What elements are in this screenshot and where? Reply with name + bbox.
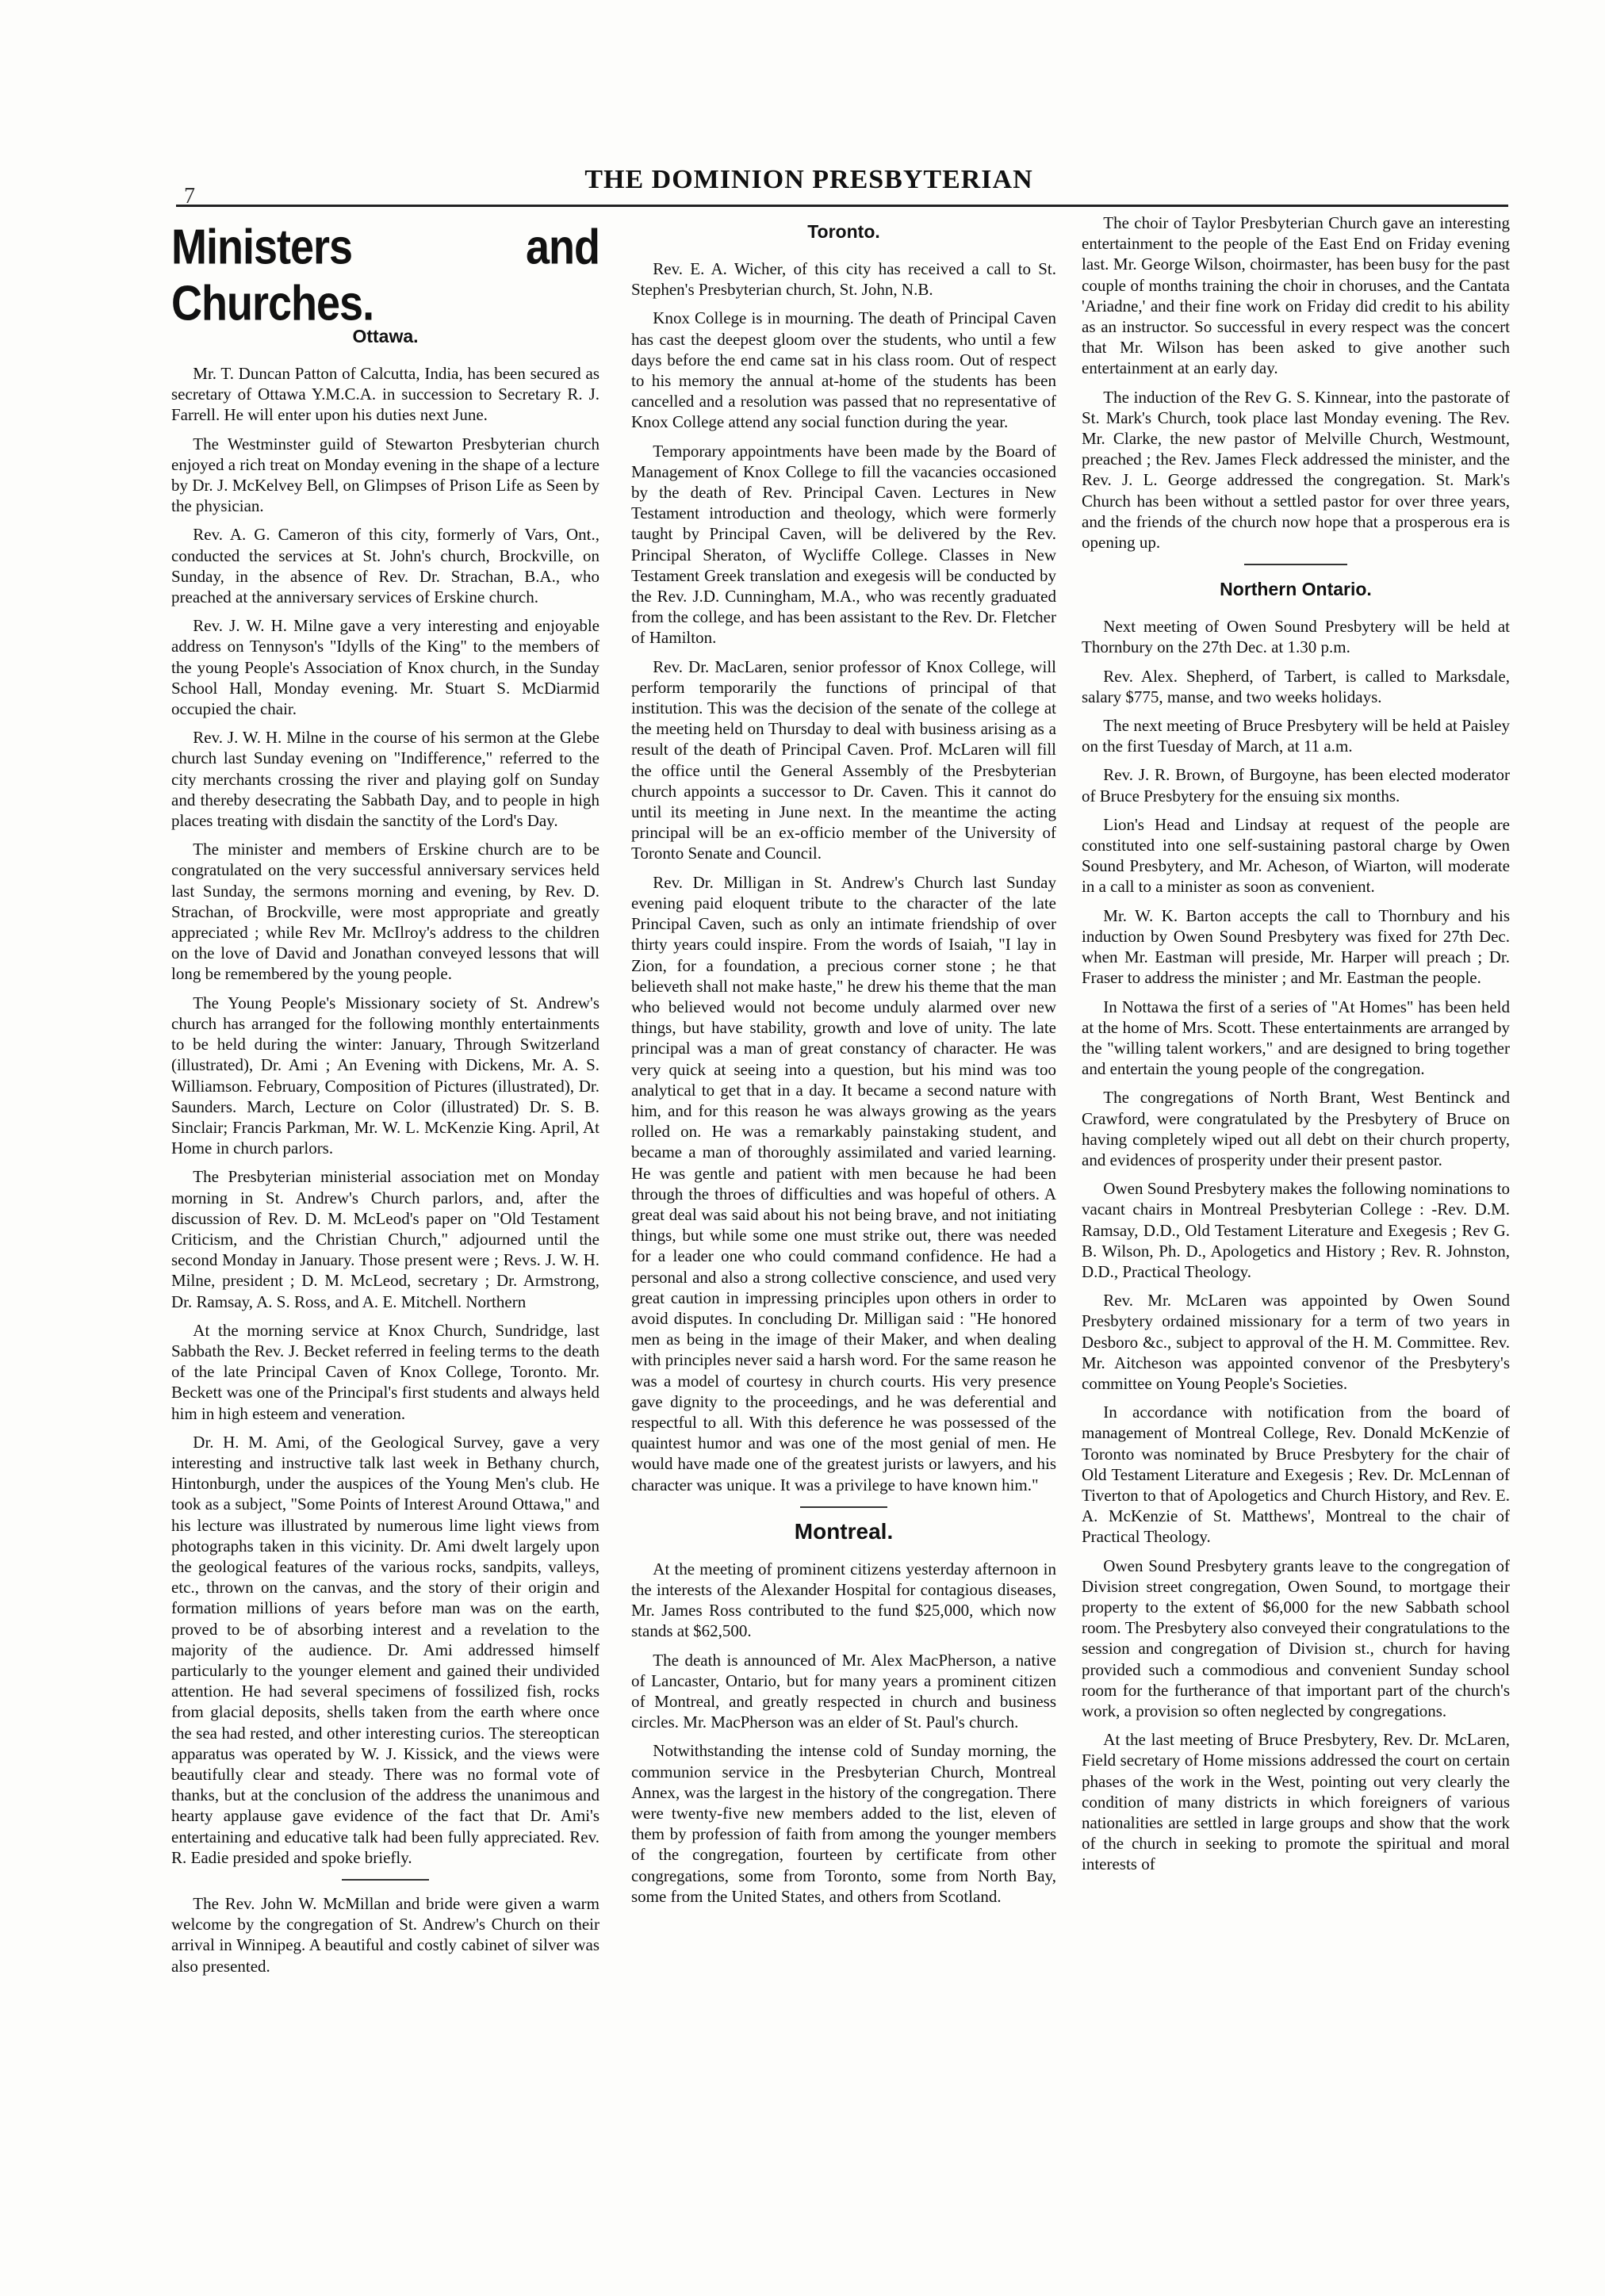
column-1 [171, 212, 599, 1984]
article-paragraph: Next meeting of Owen Sound Presbytery will be held at Thornbury on the 27th Dec. at 1.30 p.m. [1082, 617, 1510, 657]
article-paragraph: At the meeting of prominent citizens yesterday afternoon in the interests of the Alexander Hospital for contagious diseases, Mr. James Ross contributed to the fund $25,000, which now stands at $62,500. [631, 1559, 1056, 1641]
column-3 [1082, 212, 1510, 1883]
column-rule [342, 1879, 429, 1881]
article-paragraph: Rev. E. A. Wicher, of this city has received a call to St. Stephen's Presbyterian church, St. John, N.B. [631, 259, 1056, 300]
article-paragraph: Rev. Dr. Milligan in St. Andrew's Church last Sunday evening paid eloquent tribute to the character of the late Principal Caven, such as only an intimate friendship of over thirty years could inspire. From the words of Isaiah, "I lay in Zion, for a foundation, a precious corner stone ; he that believeth shall not make haste," he drew his theme that the man who believed would not become unduly alarmed over new things, but have stability, growth and love of unity. The late principal was a man of great constancy of character. He was very quick at seeing into a question, but his mind was too analytical to get that in a day. It became a second nature with him, and for this reason he was always growing as the years rolled on. He was a remarkably painstaking student, and became a man of thoroughly assimilated and varied learning. He was gentle and patient with men because he had been through the throes of difficulties and was hopeful of others. A great deal was said about his not being brave, and not initiating things, but while some one must strike out, there was needed for a leader one who could command confidence. He had a personal and also a strong collective conscience, and used very great caution in impressing principles upon others in order to avoid disputes. In concluding Dr. Milligan said : "He honored men as being in the image of their Maker, and when dealing with principles never said a harsh word. For the same reason he was a model of courtesy in church courts. His very presence gave dignity to the proceedings, and he was deferential and respectful to all. With this deference he was possessed of the quaintest humor and was one of the most genial of men. He would have made one of the greatest jurists or lawyers, and his character was unique. It was a privilege to have known him." [631, 872, 1056, 1494]
article-paragraph: In accordance with notification from the board of management of Montreal College, Rev. Donald McKenzie of Toronto was nominated by Bruce Presbytery for the chair of Old Testament Literature and Exegesis ; Rev. Dr. McLennan of Tiverton to that of Apologetics and Church History, and Rev. E. A. McKenzie of St. Matthews', Montreal to the chair of Practical Theology. [1082, 1402, 1510, 1547]
article-paragraph: Rev. J. W. H. Milne in the course of his sermon at the Glebe church last Sunday evening on "Indifference," referred to the city merchants crossing the river and playing golf on Sunday and thereby desecrating the Sabbath Day, and to people in high places treating with disdain the sanctity of the Lord's Day. [171, 728, 599, 831]
section-heading-ottawa: Ottawa. [352, 326, 419, 346]
article-paragraph: Mr. T. Duncan Patton of Calcutta, India, has been secured as secretary of Ottawa Y.M.C.A. in succession to Secretary R. J. Farrell. He will enter upon his duties next June. [171, 364, 599, 425]
section-heading-toronto: Toronto. [807, 221, 880, 242]
article-paragraph: The Rev. John W. McMillan and bride were given a warm welcome by the congregation of St. Andrew's Church on their arrival in Winnipeg. A beautiful and costly cabinet of silver was also presented. [171, 1894, 599, 1976]
article-paragraph: The next meeting of Bruce Presbytery will be held at Paisley on the first Tuesday of March, at 11 a.m. [1082, 716, 1510, 756]
article-paragraph: The induction of the Rev G. S. Kinnear, into the pastorate of St. Mark's Church, took place last Monday evening. The Rev. Mr. Clarke, the new pastor of Melville Church, Westmount, preached ; the Rev. James Fleck addressed the minister, and the Rev. J. L. George addressed the congregation. St. Mark's Church has been without a settled pastor for over three years, and the friends of the church now hope that a prosperous era is opening up. [1082, 387, 1510, 553]
publication-masthead: THE DOMINION PRESBYTERIAN [584, 165, 1033, 194]
article-paragraph: Temporary appointments have been made by the Board of Management of Knox College to fill the vacancies occasioned by the death of Rev. Principal Caven. Lectures in New Testament introduction and theology, which were formerly taught by Principal Caven, will be delivered by the Rev. Principal Sheraton, of Wycliffe College. Classes in New Testament Greek translation and exegesis will be conducted by the Rev. J.D. Cunningham, M.A., who was recently graduated from the college, and has been assistant to the Rev. Dr. Fletcher of Hamilton. [631, 441, 1056, 648]
article-paragraph: Mr. W. K. Barton accepts the call to Thornbury and his induction by Owen Sound Presbytery was fixed for 27th Dec. when Mr. Eastman will preside, Mr. Harper will preach ; Dr. Fraser to address the minister ; and Mr. Eastman the people. [1082, 905, 1510, 988]
section-heading-montreal: Montreal. [794, 1518, 894, 1544]
article-paragraph: The Presbyterian ministerial association met on Monday morning in St. Andrew's Church parlors, and, after the discussion of Rev. D. M. McLeod's paper on "Old Testament Criticism, and the Christian Church," adjourned until the second Monday in January. Those present were ; Revs. J. W. H. Milne, president ; D. M. McLeod, secretary ; Dr. Armstrong, Dr. Ramsay, A. S. Ross, and A. E. Mitchell. Northern [171, 1167, 599, 1311]
article-paragraph: Lion's Head and Lindsay at request of the people are constituted into one self-sustaining pastoral charge by Owen Sound Presbytery, and Mr. Acheson, of Wiarton, will moderate in a call to a minister as soon as convenient. [1082, 814, 1510, 897]
page-title: Ministers and Churches. [171, 220, 599, 331]
article-paragraph: At the morning service at Knox Church, Sundridge, last Sabbath the Rev. J. Becket referred in feeling terms to the death of the late Principal Caven of Knox College, Toronto. Mr. Beckett was one of the Principal's first students and always held him in high esteem and veneration. [171, 1320, 599, 1423]
article-paragraph: Rev. J. R. Brown, of Burgoyne, has been elected moderator of Bruce Presbytery for the ensuing six months. [1082, 765, 1510, 806]
article-paragraph: The congregations of North Brant, West Bentinck and Crawford, were congratulated by the Presbytery of Bruce on having completely wiped out all debt on their church property, and evidences of prosperity under their present pastor. [1082, 1088, 1510, 1169]
header-rule [176, 205, 1508, 207]
article-paragraph: Rev. Dr. MacLaren, senior professor of Knox College, will perform temporarily the functions of principal of that institution. This was the decision of the senate of the college at the meeting held on Thursday to deal with business arising as a result of the death of Principal Caven. Prof. McLaren will fill the office until the General Assembly of the Presbyterian church appoints a successor to Dr. Caven. This it cannot do until its meeting in June next. In the meantime the acting principal will be an ex-officio member of the University of Toronto Senate and Council. [631, 656, 1056, 863]
article-paragraph: Rev. A. G. Cameron of this city, formerly of Vars, Ont., conducted the services at St. John's church, Brockville, on Sunday, in the absence of Rev. Dr. Strachan, B.A., who preached at the anniversary services of Erskine church. [171, 525, 599, 607]
column-2 [631, 212, 1056, 1915]
article-paragraph: Knox College is in mourning. The death of Principal Caven has cast the deepest gloom over the students, who until a few days before the end came sat in his class room. Out of respect to his memory the annual at-home of the students has been cancelled and a resolution was passed that no representative of Knox College attend any social function during the year. [631, 308, 1056, 432]
article-paragraph: The choir of Taylor Presbyterian Church gave an interesting entertainment to the people of the East End on Friday evening last. Mr. George Wilson, choirmaster, has been busy for the past couple of months training the choir in choruses, and the Cantata 'Ariadne,' and their fine work on Friday did credit to his ability as an instructor. So successful in every respect was the concert that Mr. Wilson has been asked to give another such entertainment at an early day. [1082, 213, 1510, 378]
article-paragraph: Dr. H. M. Ami, of the Geological Survey, gave a very interesting and instructive talk last week in Bethany church, Hintonburgh, under the auspices of the Young Men's club. He took as a subject, "Some Points of Interest Around Ottawa," and his lecture was illustrated by numerous lime light views from photographs taken in this vicinity. Dr. Ami dwelt largely upon the geological features of the various rocks, sandpits, valleys, etc., thrown on the canvas, and the story of their origin and formation millions of years before man was on the earth, proved to be of absorbing interest and a revelation to the majority of the audience. Dr. Ami addressed himself particularly to the younger element and gained their undivided attention. He had several specimens of fossilized fish, rocks from glacial deposits, shells taken from the earth where once the sea had rested, and other interesting curios. The stereoptican apparatus was operated by W. J. Kissick, and the views were beautifully clear and steady. There was no formal vote of thanks, but at the conclusion of the address the unanimous and hearty applause gave evidence of the fact that Dr. Ami's entertaining and educative talk had been fully appreciated. Rev. R. Eadie presided and spoke briefly. [171, 1432, 599, 1867]
article-paragraph: The Westminster guild of Stewarton Presbyterian church enjoyed a rich treat on Monday evening in the shape of a lecture by Dr. J. McKelvey Bell, on Glimpses of Prison Life as Seen by the physician. [171, 434, 599, 516]
column-rule [800, 1506, 887, 1508]
article-paragraph: Rev. Mr. McLaren was appointed by Owen Sound Presbytery ordained missionary for a term of two years in Desboro &c., subject to approval of the H. M. Committee. Rev. Mr. Aitcheson was appointed convenor of the Presbytery's committee on Young People's Societies. [1082, 1291, 1510, 1393]
article-paragraph: At the last meeting of Bruce Presbytery, Rev. Dr. McLaren, Field secretary of Home missions addressed the court on certain phases of the work in the West, pointing out very clearly the condition of many districts in which foreigners of various nationalities are settled in large groups and show that the work of the church in seeking to promote the spiritual and moral interests of [1082, 1730, 1510, 1874]
article-paragraph: Owen Sound Presbytery makes the following nominations to vacant chairs in Montreal Presbyterian College : -Rev. D.M. Ramsay, D.D., Old Testament Literature and Exegesis ; Rev G. B. Wilson, Ph. D., Apologetics and History ; Rev. R. Johnston, D.D., Practical Theology. [1082, 1179, 1510, 1281]
article-paragraph: In Nottawa the first of a series of "At Homes" has been held at the home of Mrs. Scott. These entertainments are arranged by the "willing talent workers," and are designed to bring together and entertain the young people of the congregation. [1082, 997, 1510, 1079]
article-paragraph: Notwithstanding the intense cold of Sunday morning, the communion service in the Presbyterian Church, Montreal Annex, was the largest in the history of the congregation. There were twenty-five new members added to the list, eleven of them by profession of faith from among the younger members of the congregation, fourteen by certificate from other congregations, some from Toronto, some from North Bay, some from the United States, and others from Scotland. [631, 1741, 1056, 1906]
section-heading-northern-ontario: Northern Ontario. [1220, 579, 1372, 600]
column-rule [1244, 564, 1347, 565]
article-paragraph: The minister and members of Erskine church are to be congratulated on the very successful anniversary services held last Sunday, the sermons morning and evening, by Rev. D. Strachan, of Brockville, were most appropriate and greatly appreciated ; while Rev Mr. McIlroy's address to the children on the love of David and Jonathan conveyed lessons that will long be remembered by the young people. [171, 840, 599, 984]
article-paragraph: Rev. Alex. Shepherd, of Tarbert, is called to Marksdale, salary $775, manse, and two weeks holidays. [1082, 666, 1510, 706]
article-paragraph: The Young People's Missionary society of St. Andrew's church has arranged for the following monthly entertainments to be held during the winter: January, Through Switzerland (illustrated), Dr. Ami ; An Evening with Dickens, Mr. A. S. Williamson. February, Composition of Pictures (illustrated), Dr. Saunders. March, Lecture on Color (illustrated) Dr. S. B. Sinclair; Francis Parkman, Mr. W. L. McKenzie King. April, At Home in church parlors. [171, 993, 599, 1158]
article-paragraph: The death is announced of Mr. Alex MacPherson, a native of Lancaster, Ontario, but for many years a prominent citizen of Montreal, and greatly respected in church and business circles. Mr. MacPherson was an elder of St. Paul's church. [631, 1650, 1056, 1732]
article-paragraph: Owen Sound Presbytery grants leave to the congregation of Division street congregation, Owen Sound, to mortgage their property to the extent of $6,000 for the new Sabbath school room. The Presbytery also conveyed their congratulations to the session and congregation of Division st., church for having provided such a commodious and convenient Sunday school room for the furtherance of that important part of the church's work, a provision so often neglected by congregations. [1082, 1556, 1510, 1720]
article-paragraph: Rev. J. W. H. Milne gave a very interesting and enjoyable address on Tennyson's "Idylls of the King" to the members of the young People's Association of Knox church, in the Sunday School Hall, Monday evening. Mr. Stuart S. McDiarmid occupied the chair. [171, 616, 599, 719]
page-number: 7 [184, 184, 195, 209]
